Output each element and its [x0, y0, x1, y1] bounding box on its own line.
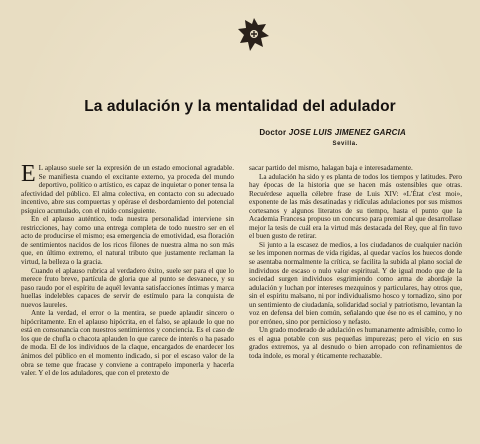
text-column-left [21, 164, 234, 438]
author-prefix: Doctor [259, 128, 287, 137]
paragraph: Ante la verdad, el error o la mentira, se puede aplaudir sincero o hipócritamente. En el aplauso hipócrita, en el falso, se aplaude lo que no está en consonancia con nuestros sentimientos y conciencia. Es el caso de los que de chufla o chacota aplauden lo que carece de interés o ha pasado de moda. El de los individuos de la claque, encargados de enardecer los ánimos del público en el momento indicado, si por el escaso valor de la obra se teme que fracase y conviene a contrapelo imponerla y hacerla valer. Y el de los aduladores, que con el pretexto de [21, 309, 234, 378]
paragraph: sacar partido del mismo, halagan baja e interesadamente. [249, 164, 413, 172]
paragraph: En el aplauso auténtico, toda nuestra personalidad interviene sin restricciones, hay como una entrega completa de todo nuestro ser en el acto de producirse el mismo; esa emergencia de emotividad, esa floración de sentimientos nacidos de los ricos filones de nuestra alma no son más que, en último extremo, el natural tributo que justamente reclaman la virtud, la belleza o la gracia. [21, 215, 234, 267]
paragraph: Un grado moderado de adulación es humanamente admisible, como lo es el agua potable con sus pequeñas impurezas; pero el vicio en sus grados extremos, ya al desnudo o bien arropado con refinamientos de toda índole, es moral y éticamente rechazable. [249, 326, 462, 361]
drop-cap: E [21, 164, 36, 187]
author-name: JOSE LUIS JIMENEZ GARCIA [288, 128, 406, 137]
paragraph: Cuando el aplauso rubrica al verdadero éxito, suele ser para el que lo merece fruto breve, partícula de gloria que al punto se desvanece, y su paso raudo por el espíritu de aquél levanta satisfacciones íntimas y marca huellas indelebles capaces de servir de estímulo para la conquista de nuevos laureles. [21, 266, 234, 309]
author-location: Sevilla. [332, 141, 358, 147]
paragraph: Si junto a la escasez de medios, a los ciudadanos de cualquier nación se les imponen normas de vida rígidas, al quedar vacíos los huecos donde se asentaba normalmente la crítica, se facilita la subida al plano social de individuos de escaso o nulo valor espiritual. Y de igual modo que de la sociedad surgen individuos esgrimiendo como arma de abordaje la adulación y luchan por intereses mezquinos y particulares, hay otros que, sin el espíritu malsano, ni por individualismo hosco y tornadizo, sino por un sentimiento de ciudadanía, solidaridad social y patriotismo, levantan la voz en defensa del bien común, señalando que ése no es el camino, y no por erróneo, sino por pernicioso y nefasto. [249, 240, 462, 326]
paragraph [21, 164, 234, 215]
author-byline [259, 128, 406, 137]
paragraph: La adulación ha sido y es planta de todos los tiempos y latitudes. Pero hay épocas de la historia que se hacen más ostensibles que otras. Recuérdese aquella célebre frase de Luis XIV: «L'État c'est moi», exponente de las más desatinadas y ridículas adulaciones por sus mismos cortesanos y algunos literatos de su tiempo, hasta el punto que la Academia Francesa propuso un concurso para premiar al que desarrollase mejor la tesis de cuál era la virtud más destacada del Rey, que al fin tuvo el buen gusto de retirar. [249, 172, 462, 241]
decorative-vignette-icon [236, 16, 272, 54]
text-column-right [249, 164, 462, 438]
article-title: La adulación y la mentalidad del adulador [84, 98, 396, 115]
paragraph-text: L aplauso suele ser la expresión de un estado emocional agradable. Se manifiesta cuando el excitante externo, ya proceda del mundo deportivo, político o artístico, es capaz de inquietar o poner tensa la afectividad del público. El alma colectiva, en contacto con su adecuado incentivo, abre sus compuertas y opérase el desbordamiento del potencial psíquico acumulado, con el ruido consiguiente. [21, 164, 234, 215]
